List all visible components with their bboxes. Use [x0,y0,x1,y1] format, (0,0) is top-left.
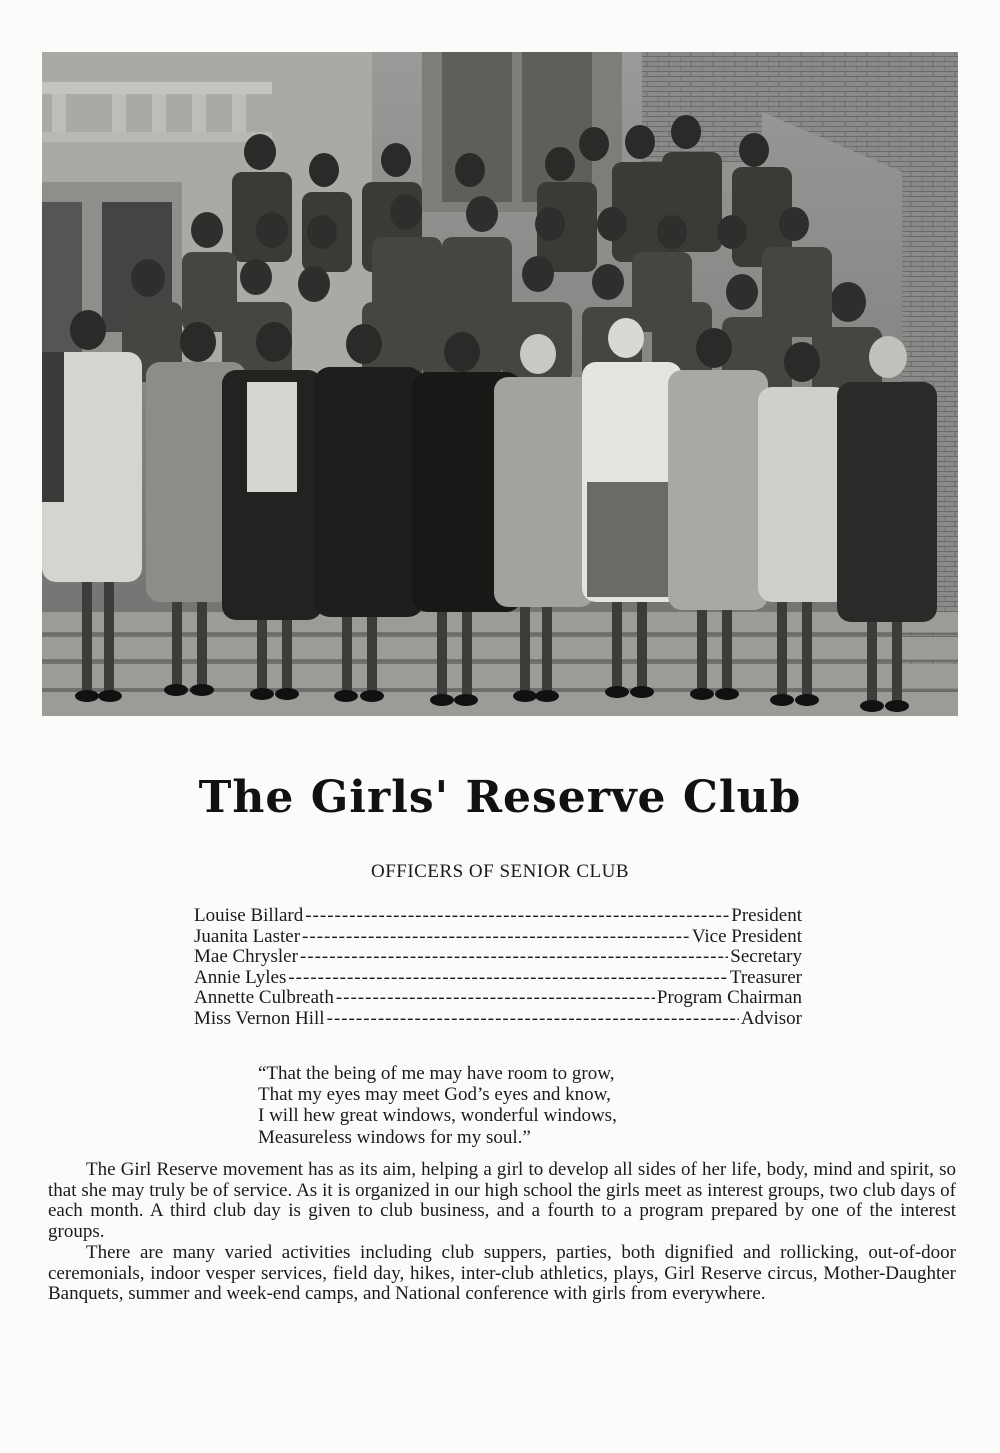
officers-list [194,906,802,1030]
poem-line: I will hew great windows, wonderful windows, [258,1105,617,1127]
officer-row [194,988,802,1009]
body-paragraph: There are many varied activities including club suppers, parties, both dignified and rollicking, out-of-door ceremonials, indoor vesper services, field day, hikes, inter-club athletics, plays, Girl Reserve circus, Mother-Daughter Banquets, summer and week-end camps, and National conference with girls from everywhere. [48,1241,956,1305]
poem-line: Measureless windows for my soul.” [258,1126,531,1148]
officer-name: Juanita Laster [194,925,301,947]
body-paragraph: The Girl Reserve movement has as its aim, helping a girl to develop all sides of her life, body, mind and spirit, so that she may truly be of service. As it is organized in our high school the girls meet as interest groups, two club days of each month. A third club day is given to club business, and a fourth to a program prepared by one of the interest groups. [48,1159,956,1243]
poem-line: “That the being of me may have room to grow, [258,1063,615,1084]
officer-role: Treasurer [729,966,802,988]
officer-row [194,927,802,948]
dotted-leader [288,968,728,989]
dotted-leader [305,906,729,927]
group-photo [42,52,958,716]
officer-row [194,968,802,989]
officer-name: Louise Billard [194,905,304,926]
poem [258,1063,758,1148]
group-photo-illustration [42,52,958,716]
officer-row [194,947,802,968]
officer-name: Annette Culbreath [194,987,334,1009]
officer-row [194,1009,802,1030]
officer-role: President [731,905,802,926]
officers-heading: OFFICERS OF SENIOR CLUB [370,861,630,882]
officer-name: Mae Chrysler [194,946,298,968]
dotted-leader [302,927,690,948]
poem-line: That my eyes may meet God’s eyes and know, [258,1084,611,1106]
officer-name: Miss Vernon Hill [194,1007,325,1029]
dotted-leader [327,1009,739,1030]
officer-role: Secretary [730,946,802,968]
officer-row [194,906,802,927]
officer-role: Program Chairman [656,987,802,1009]
dotted-leader [300,947,728,968]
officer-role: Advisor [740,1007,802,1029]
officer-role: Vice President [691,925,802,947]
officer-name: Annie Lyles [194,966,287,988]
body-text [48,1160,956,1305]
dotted-leader [336,988,655,1009]
page-title: The Girls' Reserve Club [198,772,802,823]
